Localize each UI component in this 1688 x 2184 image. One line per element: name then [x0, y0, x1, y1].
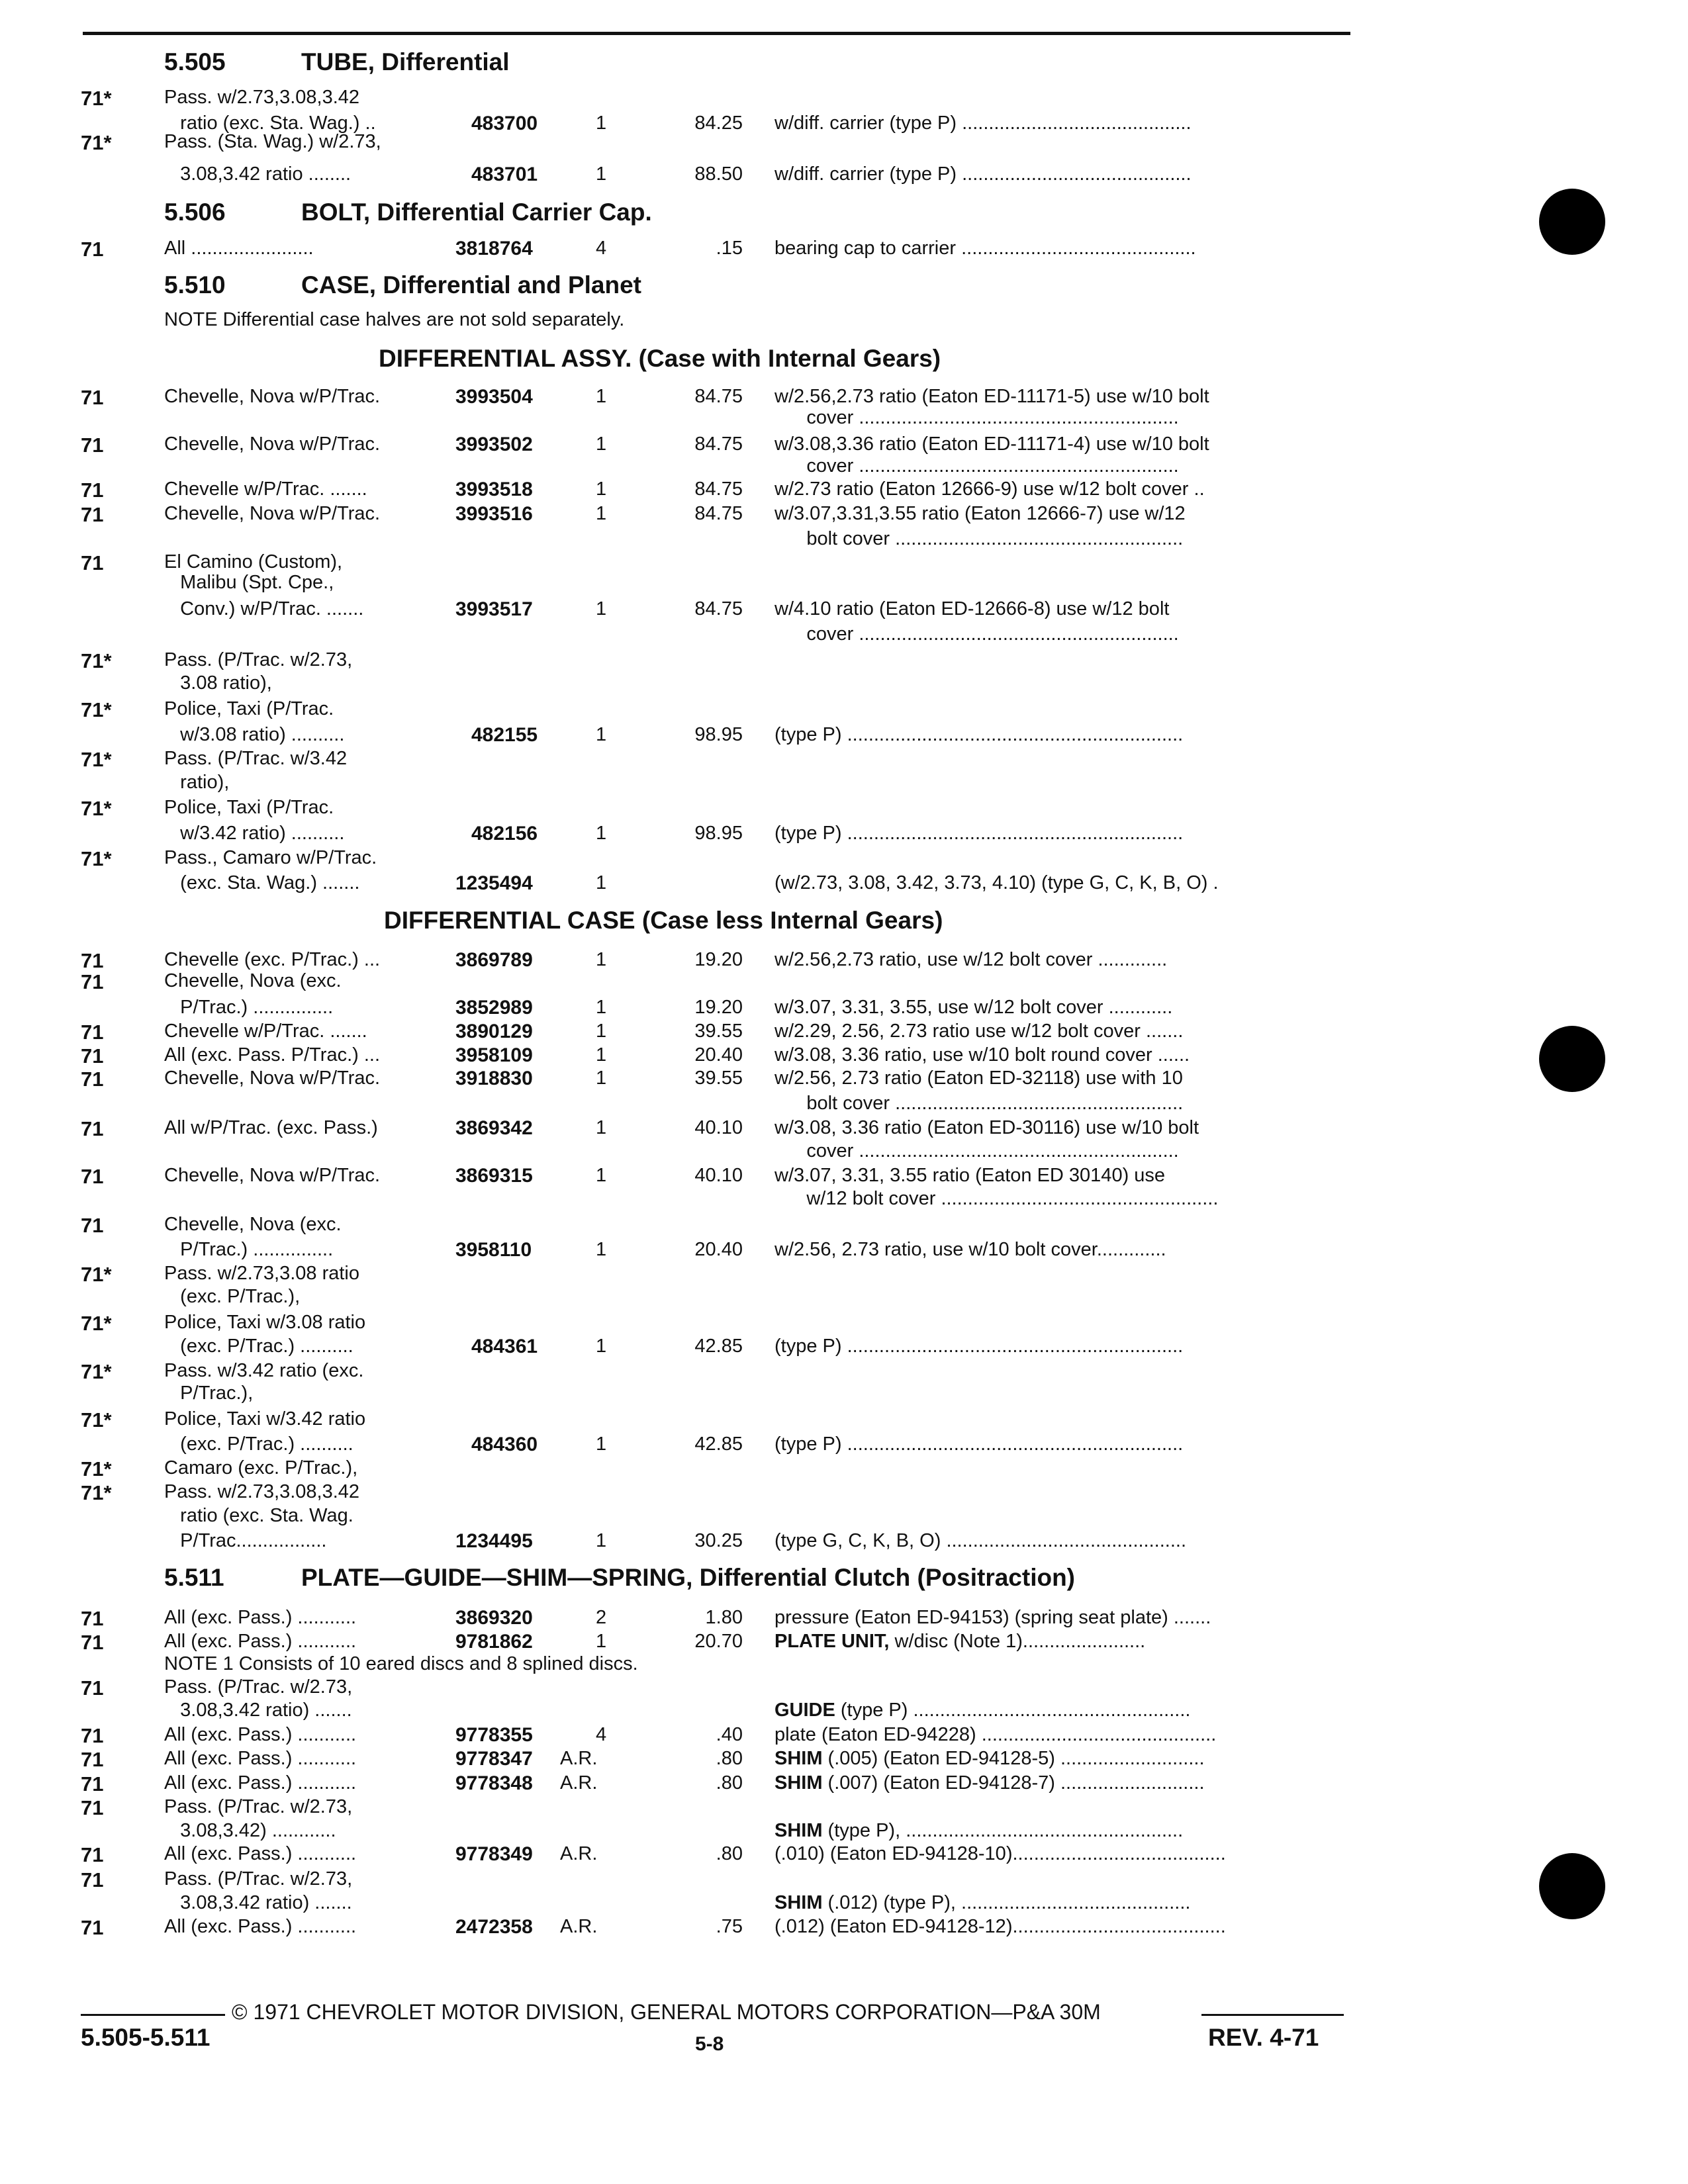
application: 3.08 ratio),	[164, 672, 272, 694]
application: Pass. (Sta. Wag.) w/2.73,	[164, 131, 381, 152]
part-number: 482155	[471, 724, 538, 746]
quantity: A.R.	[560, 1916, 598, 1937]
description	[774, 435, 1209, 454]
binder-hole	[1539, 1853, 1605, 1919]
description-text: w/2.56, 2.73 ratio (Eaton ED-32118) use with 10	[774, 1068, 1183, 1089]
application: Conv.) w/P/Trac. .......	[164, 598, 364, 619]
description-text: (type G, C, K, B, O) .............................................	[774, 1530, 1187, 1551]
description	[774, 998, 1172, 1017]
model-year: 71*	[81, 847, 112, 870]
section-title: CASE, Differential and Planet	[301, 271, 641, 298]
section-number: 5.506	[164, 199, 226, 226]
description-text: w/4.10 ratio (Eaton ED-12666-8) use w/12 bolt	[774, 598, 1170, 619]
quantity: 1	[596, 433, 607, 455]
application: Police, Taxi (P/Trac.	[164, 797, 334, 818]
application: Malibu (Spt. Cpe.,	[164, 572, 334, 593]
part-number: 3993518	[455, 478, 533, 500]
description	[774, 1435, 1183, 1454]
part-number: 9781862	[455, 1631, 533, 1653]
application: Chevelle, Nova (exc.	[164, 1214, 342, 1235]
application: El Camino (Custom),	[164, 551, 343, 572]
quantity: 1	[596, 163, 607, 185]
description-text: w/3.07,3.31,3.55 ratio (Eaton 12666-7) use w/12	[774, 503, 1186, 524]
price: 19.20	[694, 997, 743, 1018]
price: .80	[716, 1843, 743, 1864]
application: Chevelle, Nova w/P/Trac.	[164, 433, 381, 455]
part-number: 3993517	[455, 598, 533, 620]
description-part-name: GUIDE	[774, 1700, 835, 1721]
description-text: w/2.56,2.73 ratio (Eaton ED-11171-5) use w/10 bolt	[774, 386, 1209, 407]
application: All (exc. Pass.) ...........	[164, 1607, 357, 1628]
application: Pass. (P/Trac. w/2.73,	[164, 1796, 353, 1817]
description-text: (type P) ...............................................................	[774, 1433, 1184, 1455]
description	[774, 1189, 1218, 1208]
description	[774, 114, 1192, 133]
description	[774, 1069, 1183, 1088]
price: 39.55	[694, 1021, 743, 1042]
price: 84.75	[694, 503, 743, 524]
part-number: 3869789	[455, 949, 533, 971]
note-text: NOTE 1 Consists of 10 eared discs and 8 splined discs.	[164, 1653, 638, 1674]
description	[774, 1774, 1205, 1793]
part-number: 2472358	[455, 1916, 533, 1938]
description	[774, 1632, 1145, 1651]
description-text: (type P) ...............................................................	[774, 724, 1184, 745]
model-year: 71	[81, 238, 104, 261]
description-text: w/3.07, 3.31, 3.55, use w/12 bolt cover ............	[774, 997, 1173, 1018]
application: Camaro (exc. P/Trac.),	[164, 1457, 358, 1479]
description	[774, 1821, 1183, 1841]
subheading-text: DIFFERENTIAL ASSY. (Case with Internal Gears)	[379, 345, 941, 372]
description	[774, 824, 1183, 843]
model-year: 71*	[81, 131, 112, 154]
description-text: w/3.07, 3.31, 3.55 ratio (Eaton ED 30140) use	[774, 1165, 1166, 1186]
description	[774, 1749, 1205, 1768]
quantity: 1	[596, 949, 607, 970]
footer-rule	[81, 2014, 225, 2016]
application: All w/P/Trac. (exc. Pass.)	[164, 1117, 378, 1138]
quantity: 1	[596, 1239, 607, 1260]
part-number: 483700	[471, 113, 538, 134]
application: P/Trac.),	[164, 1383, 254, 1404]
model-year: 71	[81, 503, 104, 526]
quantity: 1	[596, 386, 607, 407]
description	[774, 239, 1196, 258]
quantity: 1	[596, 823, 607, 844]
model-year: 71	[81, 1631, 104, 1654]
price: .15	[716, 238, 743, 259]
application: ratio),	[164, 772, 230, 793]
description-text: w/3.08,3.36 ratio (Eaton ED-11171-4) use w/10 bolt	[774, 433, 1209, 455]
description-text: pressure (Eaton ED-94153) (spring seat plate) .......	[774, 1607, 1211, 1628]
section-number: 5.511	[164, 1564, 224, 1591]
description-text: w/3.08, 3.36 ratio (Eaton ED-30116) use w/10 bolt	[774, 1117, 1199, 1138]
model-year: 71	[81, 478, 104, 502]
application: All (exc. Pass.) ...........	[164, 1748, 357, 1769]
model-year: 71*	[81, 87, 112, 110]
part-number: 9778355	[455, 1724, 533, 1746]
part-number: 3958110	[455, 1239, 532, 1261]
description	[774, 1166, 1165, 1185]
description	[774, 1337, 1183, 1356]
description-text: (type P), ....................................................	[822, 1820, 1184, 1841]
description	[774, 1893, 1190, 1913]
section-number: 5.510	[164, 271, 226, 298]
application: Pass. (P/Trac. w/2.73,	[164, 1676, 353, 1698]
description-text: cover ............................................................	[774, 1140, 1179, 1161]
application: (exc. P/Trac.) ..........	[164, 1336, 353, 1357]
description	[774, 165, 1192, 184]
price: 84.75	[694, 386, 743, 407]
application: All .......................	[164, 238, 314, 259]
subheading-text: DIFFERENTIAL CASE (Case less Internal Gears)	[384, 907, 943, 934]
application: Chevelle, Nova w/P/Trac.	[164, 1068, 381, 1089]
application: w/3.42 ratio) ..........	[164, 823, 345, 844]
application: Pass. (P/Trac. w/2.73,	[164, 1868, 353, 1889]
description	[774, 1022, 1183, 1041]
price: 30.25	[694, 1530, 743, 1551]
quantity: 4	[596, 238, 607, 259]
description	[774, 408, 1179, 428]
application: (exc. Sta. Wag.) .......	[164, 872, 360, 893]
application: Police, Taxi w/3.42 ratio	[164, 1408, 366, 1430]
binder-hole	[1539, 189, 1605, 255]
model-year: 71*	[81, 1457, 112, 1480]
description	[774, 480, 1205, 499]
description	[774, 1094, 1183, 1113]
model-year: 71	[81, 1117, 104, 1140]
price: 20.70	[694, 1631, 743, 1652]
application: 3.08,3.42) ............	[164, 1820, 336, 1841]
application: 3.08,3.42 ratio) .......	[164, 1700, 352, 1721]
section-number: 5.505	[164, 48, 226, 75]
application: All (exc. Pass.) ...........	[164, 1772, 357, 1794]
part-number: 484361	[471, 1336, 538, 1357]
part-number: 484360	[471, 1433, 538, 1455]
description	[774, 1118, 1199, 1138]
application: 3.08,3.42 ratio) .......	[164, 1892, 352, 1913]
application: Chevelle w/P/Trac. .......	[164, 1021, 367, 1042]
page-number: 5-8	[695, 2033, 724, 2055]
description-text: (.005) (Eaton ED-94128-5) ...........................	[822, 1748, 1205, 1769]
model-year: 71	[81, 949, 104, 972]
description-text: w/12 bolt cover ....................................................	[774, 1188, 1219, 1209]
model-year: 71	[81, 1021, 104, 1044]
quantity: A.R.	[560, 1748, 598, 1769]
description	[774, 1142, 1179, 1161]
description-text: (.012) (Eaton ED-94128-12)........................................	[774, 1916, 1226, 1937]
section-title: TUBE, Differential	[301, 48, 510, 75]
section-title: PLATE—GUIDE—SHIM—SPRING, Differential Clutch (Positraction)	[301, 1564, 1076, 1591]
application: ratio (exc. Sta. Wag.	[164, 1505, 353, 1526]
description-text: w/disc (Note 1).......................	[889, 1631, 1146, 1652]
application: Pass., Camaro w/P/Trac.	[164, 847, 377, 868]
description-text: w/diff. carrier (type P) ...........................................	[774, 113, 1192, 134]
description	[774, 600, 1169, 619]
description	[774, 1240, 1166, 1259]
description	[774, 457, 1179, 476]
price: 40.10	[694, 1117, 743, 1138]
binder-hole	[1539, 1026, 1605, 1092]
model-year: 71*	[81, 748, 112, 771]
price: 39.55	[694, 1068, 743, 1089]
description	[774, 1531, 1186, 1551]
application: Chevelle (exc. P/Trac.) ...	[164, 949, 381, 970]
quantity: 1	[596, 598, 607, 619]
model-year: 71	[81, 1772, 104, 1796]
model-year: 71*	[81, 1360, 112, 1383]
description-part-name: SHIM	[774, 1772, 823, 1794]
model-year: 71	[81, 551, 104, 574]
description-text: (w/2.73, 3.08, 3.42, 3.73, 4.10) (type G, C, K, B, O) .	[774, 872, 1219, 893]
part-number: 3993516	[455, 503, 533, 525]
price: .80	[716, 1772, 743, 1794]
quantity: 4	[596, 1724, 607, 1745]
description-text: (.012) (type P), ...........................................	[822, 1892, 1191, 1913]
application: P/Trac.................	[164, 1530, 327, 1551]
model-year: 71	[81, 1165, 104, 1188]
part-number: 482156	[471, 823, 538, 844]
application: (exc. P/Trac.),	[164, 1286, 301, 1307]
description-text: (type P) ...............................................................	[774, 823, 1184, 844]
model-year: 71	[81, 1214, 104, 1237]
description	[774, 950, 1167, 970]
section-range: 5.505-5.511	[81, 2024, 211, 2051]
model-year: 71	[81, 1607, 104, 1630]
quantity: 1	[596, 997, 607, 1018]
part-number: 1234495	[455, 1530, 533, 1552]
copyright-line: © 1971 CHEVROLET MOTOR DIVISION, GENERAL MOTORS CORPORATION—P&A 30M	[232, 2000, 1101, 2024]
price: 88.50	[694, 163, 743, 185]
price: 1.80	[705, 1607, 743, 1628]
description-text: w/2.56,2.73 ratio, use w/12 bolt cover .............	[774, 949, 1168, 970]
quantity: A.R.	[560, 1772, 598, 1794]
part-number: 483701	[471, 163, 538, 185]
description	[774, 1046, 1190, 1065]
model-year: 71	[81, 1843, 104, 1866]
application: (exc. P/Trac.) ..........	[164, 1433, 353, 1455]
section-title: BOLT, Differential Carrier Cap.	[301, 199, 652, 226]
description	[774, 625, 1179, 644]
description	[774, 874, 1219, 893]
part-number: 1235494	[455, 872, 533, 894]
quantity: 1	[596, 1117, 607, 1138]
model-year: 71	[81, 1868, 104, 1891]
part-number: 3869342	[455, 1117, 533, 1139]
price: 84.75	[694, 478, 743, 500]
application: Pass. (P/Trac. w/3.42	[164, 748, 348, 769]
description-text: bolt cover ......................................................	[774, 528, 1184, 549]
model-year: 71	[81, 1044, 104, 1068]
model-year: 71	[81, 1676, 104, 1700]
price: 19.20	[694, 949, 743, 970]
description-text: w/2.29, 2.56, 2.73 ratio use w/12 bolt cover .......	[774, 1021, 1184, 1042]
part-number: 9778348	[455, 1772, 533, 1794]
price: 98.95	[694, 823, 743, 844]
model-year: 71	[81, 1748, 104, 1771]
application: P/Trac.) ...............	[164, 1239, 334, 1260]
application: Pass. (P/Trac. w/2.73,	[164, 649, 353, 670]
application: Pass. w/2.73,3.08 ratio	[164, 1263, 359, 1284]
part-number: 3818764	[455, 238, 533, 259]
quantity: 1	[596, 1433, 607, 1455]
application: ratio (exc. Sta. Wag.) ..	[164, 113, 376, 134]
application: Pass. w/2.73,3.08,3.42	[164, 1481, 360, 1502]
model-year: 71*	[81, 698, 112, 721]
quantity: 1	[596, 1165, 607, 1186]
application: All (exc. Pass.) ...........	[164, 1916, 357, 1937]
description-text: w/2.56, 2.73 ratio, use w/10 bolt cover.............	[774, 1239, 1166, 1260]
application: 3.08,3.42 ratio ........	[164, 163, 352, 185]
model-year: 71*	[81, 1263, 112, 1286]
description-text: cover ............................................................	[774, 623, 1179, 645]
model-year: 71	[81, 1724, 104, 1747]
model-year: 71	[81, 1796, 104, 1819]
model-year: 71	[81, 1068, 104, 1091]
application: All (exc. Pass.) ...........	[164, 1724, 357, 1745]
part-number: 3890129	[455, 1021, 533, 1042]
price: 84.75	[694, 598, 743, 619]
model-year: 71*	[81, 797, 112, 820]
description-part-name: PLATE UNIT,	[774, 1631, 890, 1652]
part-number: 3852989	[455, 997, 533, 1019]
description-text: (type P) ...............................................................	[774, 1336, 1184, 1357]
model-year: 71*	[81, 1312, 112, 1335]
part-number: 3958109	[455, 1044, 533, 1066]
part-number: 3918830	[455, 1068, 533, 1089]
description	[774, 1844, 1226, 1864]
model-year: 71*	[81, 649, 112, 672]
part-number: 3993502	[455, 433, 533, 455]
price: .40	[716, 1724, 743, 1745]
application: P/Trac.) ...............	[164, 997, 334, 1018]
description	[774, 725, 1183, 745]
footer-rule	[1201, 2014, 1344, 2016]
description	[774, 1725, 1216, 1745]
description-text: cover ............................................................	[774, 455, 1179, 477]
quantity: 2	[596, 1607, 607, 1628]
description	[774, 504, 1186, 523]
description	[774, 529, 1183, 549]
quantity: 1	[596, 1530, 607, 1551]
revision: REV. 4-71	[1208, 2024, 1319, 2051]
description-text: w/diff. carrier (type P) ...........................................	[774, 163, 1192, 185]
application: Chevelle, Nova w/P/Trac.	[164, 503, 381, 524]
description-text: (type P) ....................................................	[835, 1700, 1191, 1721]
model-year: 71*	[81, 1481, 112, 1504]
price: 42.85	[694, 1336, 743, 1357]
application: Chevelle, Nova w/P/Trac.	[164, 386, 381, 407]
quantity: 1	[596, 113, 607, 134]
note-text: NOTE Differential case halves are not sold separately.	[164, 309, 625, 330]
description-part-name: SHIM	[774, 1748, 823, 1769]
model-year: 71	[81, 1916, 104, 1939]
application: All (exc. Pass.) ...........	[164, 1631, 357, 1652]
application: Chevelle w/P/Trac. .......	[164, 478, 367, 500]
top-rule	[83, 32, 1350, 35]
description	[774, 1917, 1226, 1936]
model-year: 71	[81, 970, 104, 993]
quantity: 1	[596, 478, 607, 500]
price: 20.40	[694, 1044, 743, 1066]
price: .75	[716, 1916, 743, 1937]
part-number: 9778349	[455, 1843, 533, 1865]
price: .80	[716, 1748, 743, 1769]
quantity: 1	[596, 503, 607, 524]
price: 84.25	[694, 113, 743, 134]
application: Pass. w/2.73,3.08,3.42	[164, 87, 360, 108]
application: All (exc. Pass. P/Trac.) ...	[164, 1044, 381, 1066]
quantity: 1	[596, 1021, 607, 1042]
part-number: 3993504	[455, 386, 533, 408]
description-text: bearing cap to carrier ............................................	[774, 238, 1196, 259]
price: 84.75	[694, 433, 743, 455]
quantity: A.R.	[560, 1843, 598, 1864]
application: All (exc. Pass.) ...........	[164, 1843, 357, 1864]
quantity: 1	[596, 1631, 607, 1652]
quantity: 1	[596, 872, 607, 893]
quantity: 1	[596, 1336, 607, 1357]
application: Chevelle, Nova w/P/Trac.	[164, 1165, 381, 1186]
description-text: w/2.73 ratio (Eaton 12666-9) use w/12 bolt cover ..	[774, 478, 1205, 500]
price: 98.95	[694, 724, 743, 745]
description-text: cover ............................................................	[774, 407, 1179, 428]
description-text: plate (Eaton ED-94228) ............................................	[774, 1724, 1217, 1745]
application: w/3.08 ratio) ..........	[164, 724, 345, 745]
price: 40.10	[694, 1165, 743, 1186]
description-text: w/3.08, 3.36 ratio, use w/10 bolt round cover ......	[774, 1044, 1190, 1066]
description	[774, 1608, 1211, 1627]
model-year: 71	[81, 433, 104, 457]
part-number: 9778347	[455, 1748, 533, 1770]
application: Pass. w/3.42 ratio (exc.	[164, 1360, 364, 1381]
quantity: 1	[596, 724, 607, 745]
description	[774, 387, 1209, 406]
price: 20.40	[694, 1239, 743, 1260]
application: Police, Taxi (P/Trac.	[164, 698, 334, 719]
description-text: bolt cover ......................................................	[774, 1093, 1184, 1114]
description-text: (.010) (Eaton ED-94128-10)........................................	[774, 1843, 1226, 1864]
description-text: (.007) (Eaton ED-94128-7) ...........................	[822, 1772, 1205, 1794]
part-number: 3869320	[455, 1607, 533, 1629]
description-part-name: SHIM	[774, 1820, 823, 1841]
application: Police, Taxi w/3.08 ratio	[164, 1312, 366, 1333]
application: Chevelle, Nova (exc.	[164, 970, 342, 991]
model-year: 71	[81, 386, 104, 409]
description-part-name: SHIM	[774, 1892, 823, 1913]
model-year: 71*	[81, 1408, 112, 1432]
description	[774, 1701, 1190, 1720]
quantity: 1	[596, 1068, 607, 1089]
quantity: 1	[596, 1044, 607, 1066]
part-number: 3869315	[455, 1165, 533, 1187]
price: 42.85	[694, 1433, 743, 1455]
